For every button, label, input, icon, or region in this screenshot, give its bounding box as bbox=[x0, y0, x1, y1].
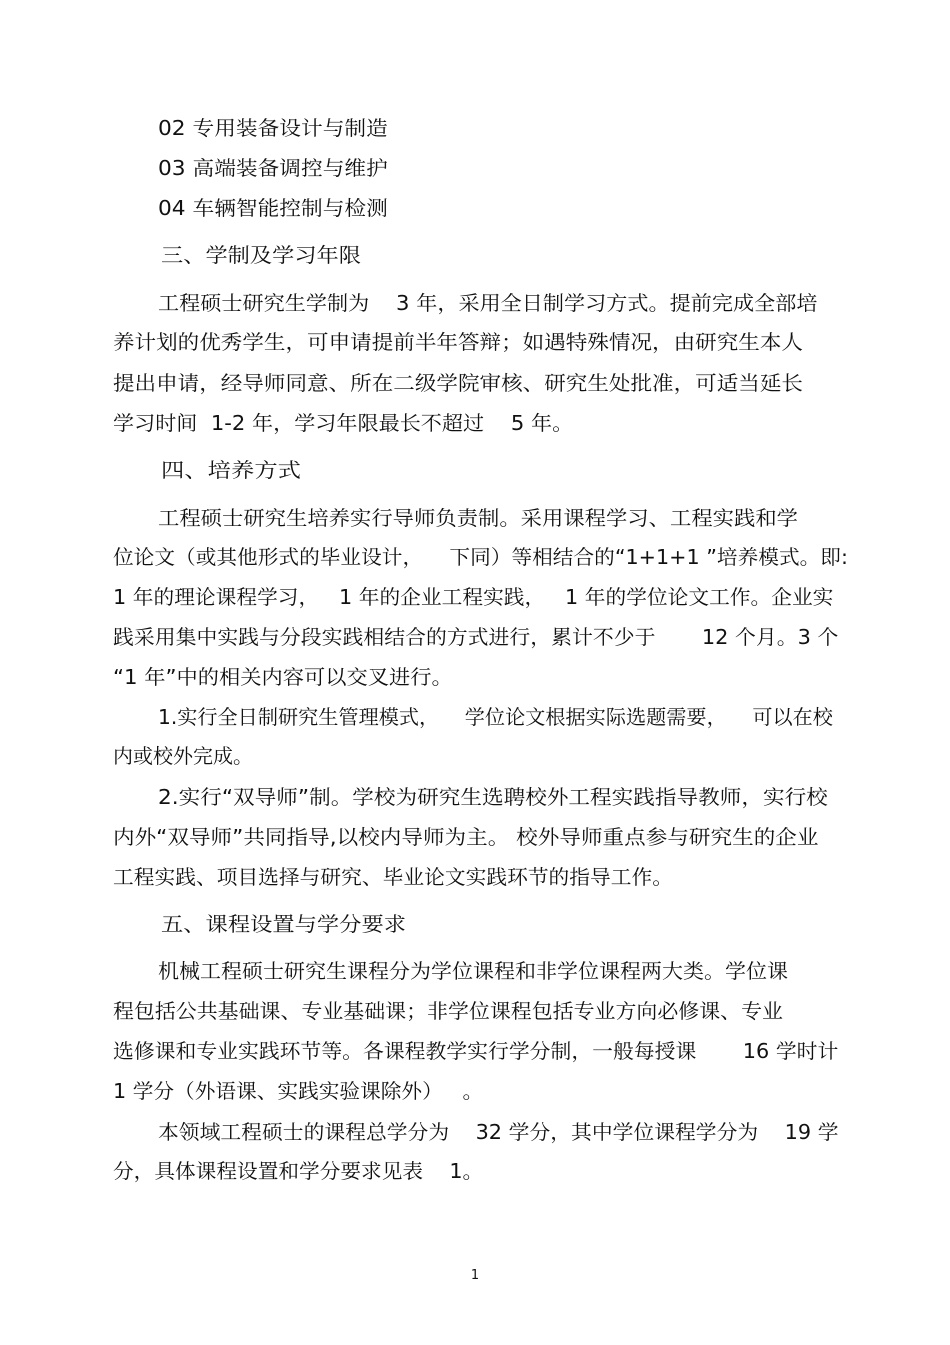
text-line: 04 车辆智能控制与检测 bbox=[158, 196, 388, 220]
section-heading: 三、学制及学习年限 bbox=[161, 243, 361, 267]
text-line: 02 专用装备设计与制造 bbox=[158, 116, 388, 140]
text-line: 位论文（或其他形式的毕业设计， 下同）等相结合的“1+1+1 ”培养模式。即: bbox=[113, 545, 848, 569]
text-line: 养计划的优秀学生，可申请提前半年答辩；如遇特殊情况，由研究生本人 bbox=[113, 330, 803, 354]
text-line: 内外“双导师”共同指导,以校内导师为主。 校外导师重点参与研究生的企业 bbox=[113, 825, 819, 849]
text-line: “1 年”中的相关内容可以交叉进行。 bbox=[113, 665, 453, 689]
text-line: 选修课和专业实践环节等。各课程教学实行学分制，一般每授课 16 学时计 bbox=[113, 1039, 839, 1063]
text-line: 2.实行“双导师”制。学校为研究生选聘校外工程实践指导教师，实行校 bbox=[158, 785, 828, 809]
section-heading: 五、课程设置与学分要求 bbox=[161, 912, 406, 936]
text-line: 本领域工程硕士的课程总学分为 32 学分，其中学位课程学分为 19 学 bbox=[158, 1120, 839, 1144]
page-number: 1 bbox=[470, 1268, 480, 1283]
text-line: 机械工程硕士研究生课程分为学位课程和非学位课程两大类。学位课 bbox=[158, 959, 788, 983]
text-line: 1 学分（外语课、实践实验课除外） 。 bbox=[113, 1079, 484, 1103]
text-line: 分，具体课程设置和学分要求见表 1。 bbox=[113, 1159, 484, 1183]
text-line: 践采用集中实践与分段实践相结合的方式进行，累计不少于 12 个月。3 个 bbox=[113, 625, 839, 649]
text-line: 1 年的理论课程学习， 1 年的企业工程实践， 1 年的学位论文工作。企业实 bbox=[113, 585, 834, 609]
text-line: 工程实践、项目选择与研究、毕业论文实践环节的指导工作。 bbox=[113, 865, 673, 889]
text-line: 工程硕士研究生学制为 3 年，采用全日制学习方式。提前完成全部培 bbox=[158, 291, 818, 315]
text-line: 学习时间 1-2 年，学习年限最长不超过 5 年。 bbox=[113, 411, 574, 435]
text-line: 03 高端装备调控与维护 bbox=[158, 156, 388, 180]
text-line: 1.实行全日制研究生管理模式， 学位论文根据实际选题需要， 可以在校 bbox=[158, 705, 833, 729]
section-heading: 四、培养方式 bbox=[161, 458, 301, 482]
text-line: 程包括公共基础课、专业基础课；非学位课程包括专业方向必修课、专业 bbox=[113, 999, 783, 1023]
text-line: 工程硕士研究生培养实行导师负责制。采用课程学习、工程实践和学 bbox=[158, 506, 799, 530]
text-line: 提出申请，经导师同意、所在二级学院审核、研究生处批准，可适当延长 bbox=[113, 371, 803, 395]
text-line: 内或校外完成。 bbox=[113, 744, 253, 768]
